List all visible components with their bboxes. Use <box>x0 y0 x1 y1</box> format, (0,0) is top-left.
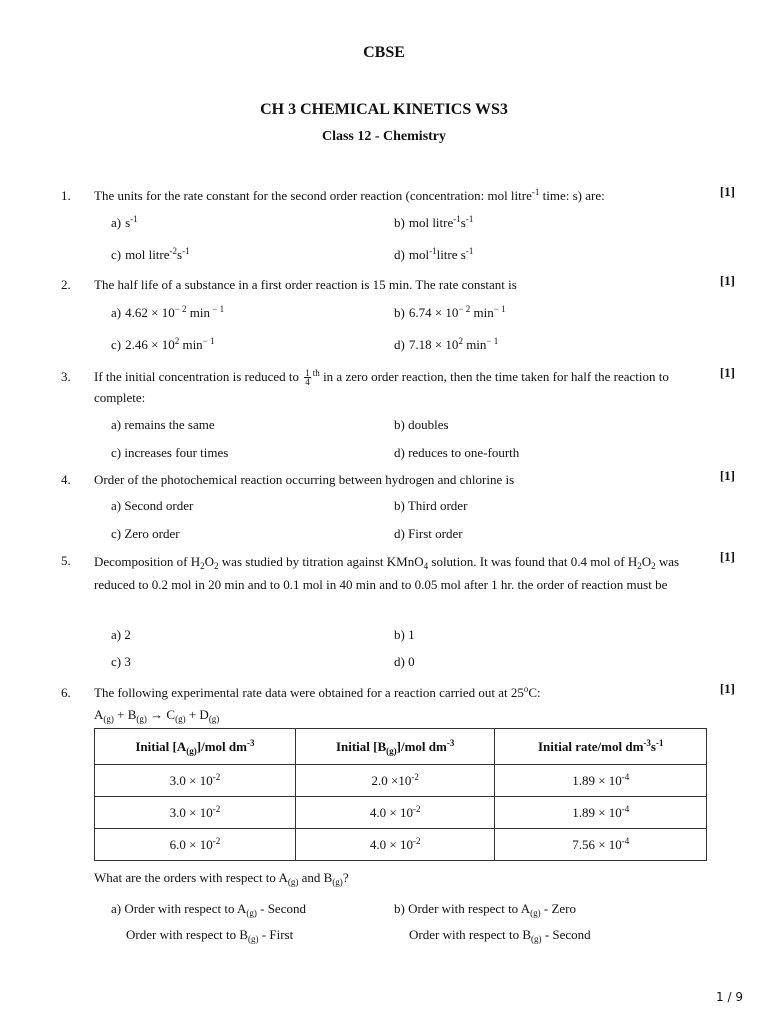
worksheet-title: CH 3 CHEMICAL KINETICS WS3 <box>260 101 508 118</box>
q4-option-b[interactable]: b) Third order <box>394 498 468 513</box>
question-number: 4. <box>61 472 71 487</box>
q1-option-b[interactable]: b) mol $litre^{-1}s^{-1}$ <box>394 214 474 230</box>
marks-badge: [1] <box>719 273 735 288</box>
q5-option-c[interactable]: c) 3 <box>111 654 131 669</box>
reaction-equation: $A_{(g)} + B_{(g)} \to C_{(g)} + D_{(g)}$ <box>94 707 220 724</box>
question-text: Order of the photochemical reaction occurring between hydrogen and chlorine is <box>94 472 515 487</box>
table-cell: $4.0 \times 10^{-2}$ <box>295 797 495 829</box>
question-text: What are the orders with respect to $A_{(g)}$ and $B_{(g)}$? <box>94 870 349 887</box>
question-text: Decomposition of $H_2O_2$ was studied by titration against KMnO$_4$ solution. It was found that 0.4 mol of $H_2O_2$ was reduced to 0.2 mol in 20 min and to 0.1 mol in 40 min and to 0.05 mol after 1 hr. the order of reaction must be <box>94 554 680 592</box>
marks-badge: [1] <box>719 468 735 483</box>
table-cell: $4.0 \times 10^{-2}$ <box>295 829 495 861</box>
marks-badge: [1] <box>719 549 735 564</box>
q2-option-d[interactable]: d) $7.18 \times 10^2$ $\min^{- 1}$ <box>394 336 499 352</box>
table-row <box>95 797 707 829</box>
q1-option-a[interactable]: a) $s^{-1}$ <box>111 214 138 230</box>
table-row <box>95 765 707 797</box>
marks-badge: [1] <box>719 681 735 696</box>
board-heading: CBSE <box>363 44 405 61</box>
q2-option-c[interactable]: c) $2.46 \times 10^2$ $\min^{- 1}$ <box>111 336 215 352</box>
table-header-cell: Initial $[B_{(g)}]$/mol $dm^{-3}$ <box>295 729 495 765</box>
table-header-cell: Initial $[A_{(g)}]$/mol $dm^{-3}$ <box>95 729 296 765</box>
q4-option-c[interactable]: c) Zero order <box>111 526 180 541</box>
q4-option-a[interactable]: a) Second order <box>111 498 194 513</box>
question-number: 5. <box>61 553 71 568</box>
question-number: 6. <box>61 685 71 700</box>
table-cell: $6.0 \times 10^{-2}$ <box>95 829 296 861</box>
q2-option-a[interactable]: a) $4.62 \times 10^{- 2}$ min $^{- 1}$ <box>111 304 225 320</box>
question-number: 1. <box>61 188 71 203</box>
q3-option-d[interactable]: d) reduces to one-fourth <box>394 445 520 460</box>
q6-option-b[interactable]: b) Order with respect to $A_{(g)}$ - Zero Order with respect to $B_{(g)}$ - Second <box>394 901 591 944</box>
table-header-cell: Initial rate/mol $dm^{-3}s^{-1}$ <box>495 729 707 765</box>
table-cell: $1.89 \times 10^{-4}$ <box>495 797 707 829</box>
question-text: If the initial concentration is reduced to $\frac{1}{4}$ $^{th}$ in a zero order reaction, then the time taken for half the reaction to complete: <box>94 368 669 405</box>
fraction-one-fourth: $\frac{1}{4}$ <box>305 368 310 387</box>
marks-badge: [1] <box>719 184 735 199</box>
q1-option-d[interactable]: d) mol$^{-1}$litre $s^{-1}$ <box>394 246 474 262</box>
q4-option-d[interactable]: d) First order <box>394 526 463 541</box>
table-cell: $3.0 \times 10^{-2}$ <box>95 765 296 797</box>
question-number: 2. <box>61 277 71 292</box>
q1-option-c[interactable]: c) mol $litre^{-2}s^{-1}$ <box>111 246 190 262</box>
worksheet-subtitle: Class 12 - Chemistry <box>321 129 447 144</box>
table-cell: $1.89 \times 10^{-4}$ <box>495 765 707 797</box>
question-number: 3. <box>61 369 71 384</box>
question-text: The units for the rate constant for the second order reaction (concentration: mol litre$^{-1}$ time: s) are: <box>94 187 605 203</box>
table-cell: $2.0 \times 10^{-2}$ <box>295 765 495 797</box>
table-header-row <box>95 729 707 765</box>
q3-option-b[interactable]: b) doubles <box>394 417 449 432</box>
q5-option-d[interactable]: d) 0 <box>394 654 415 669</box>
q2-option-b[interactable]: b) $6.74 \times 10^{- 2}$ $\min^{- 1}$ <box>394 304 506 320</box>
rate-data-table <box>94 728 707 861</box>
table-row <box>95 829 707 861</box>
table-cell: $7.56 \times 10^{-4}$ <box>495 829 707 861</box>
q3-option-a[interactable]: a) remains the same <box>111 417 215 432</box>
q6-option-a[interactable]: a) Order with respect to $A_{(g)}$ - Second Order with respect to $B_{(g)}$ - First <box>111 901 306 944</box>
table-cell: $3.0 \times 10^{-2}$ <box>95 797 296 829</box>
q5-option-b[interactable]: b) 1 <box>394 627 415 642</box>
q3-option-c[interactable]: c) increases four times <box>111 445 229 460</box>
question-text: The half life of a substance in a first order reaction is 15 min. The rate constant is <box>94 277 517 292</box>
marks-badge: [1] <box>719 365 735 380</box>
question-text: The following experimental rate data were obtained for a reaction carried out at 25$^o$C: <box>94 684 541 700</box>
q5-option-a[interactable]: a) 2 <box>111 627 131 642</box>
page-indicator: 1 / 9 <box>716 990 743 1004</box>
